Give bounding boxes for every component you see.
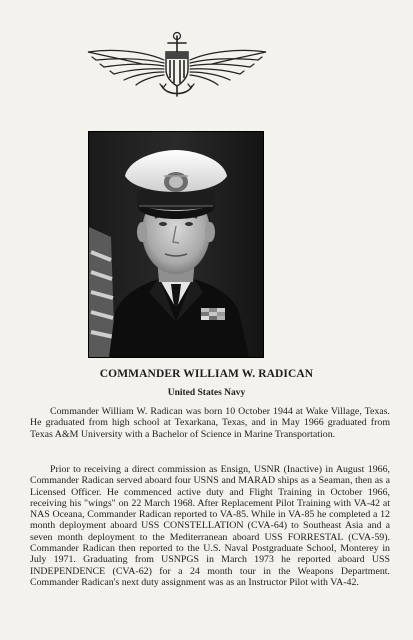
biography-paragraph-1: Commander William W. Radican was born 10 October 1944 at Wake Village, Texas. He graduated from high school at Texarkana, Texas, and in May 1966 graduated from Texas A&M University with a Bachelor of Science in Marine Transportation.: [30, 406, 390, 440]
officer-portrait: [88, 131, 264, 358]
officer-name: COMMANDER WILLIAM W. RADICAN: [99, 368, 314, 380]
service-branch: United States Navy: [167, 388, 246, 398]
naval-aviator-wings-icon: [86, 30, 268, 100]
biography-paragraph-2: Prior to receiving a direct commission as Ensign, USNR (Inactive) in August 1966, Commander Radican served aboard four USNS and MARAD ships as a Seaman, then as a Licensed Officer. He commenced active duty and Flight Training in October 1966, receiving his "wings" on 22 March 1968. After Replacement Pilot Training with VA-42 at NAS Oceana, Commander Radican reported to VA-85. While in VA-85 he completed a 12 month deployment aboard USS CONSTELLATION (CVA-64) to Southeast Asia and a seven month deployment to the Mediterranean aboard USS FORRESTAL (CVA-59). Commander Radican then reported to the U.S. Naval Postgraduate School, Monterey in July 1971. Graduating from USNPGS in March 1973 he reported aboard USS INDEPENDENCE (CVA-62) for a 24 month tour in the Weapons Department. Commander Radican's next duty assignment was as an Instructor Pilot with VA-42.: [30, 464, 390, 588]
